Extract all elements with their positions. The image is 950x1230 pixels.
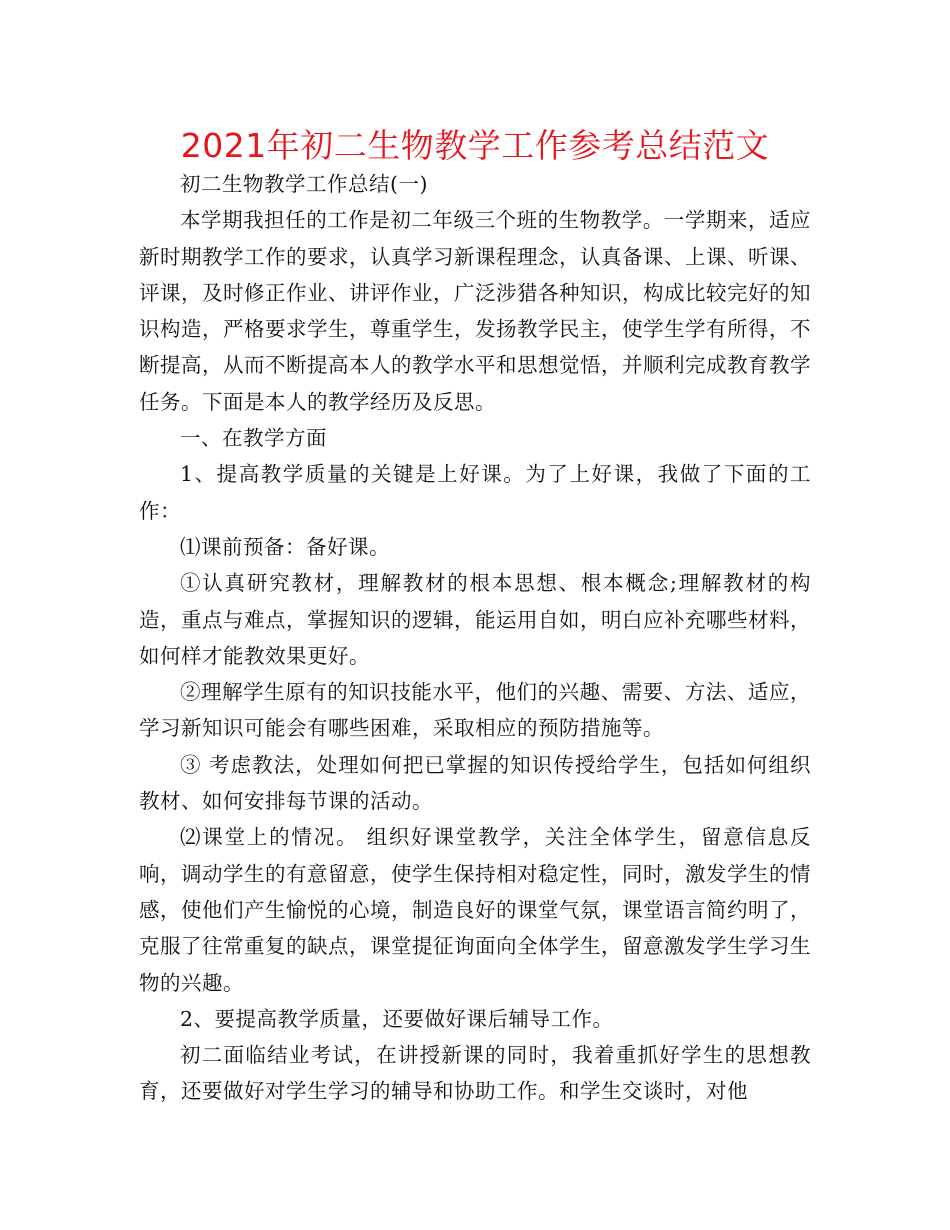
sub-heading: ⑴课前预备：备好课。 <box>180 534 390 559</box>
document-title: 2021年初二生物教学工作参考总结范文 <box>180 126 770 165</box>
paragraph: 初二面临结业考试，在讲授新课的同时，我着重抓好学生的思想教育，还要做好对学生学习的辅导和协助工作。和学生交谈时，对他 <box>139 1043 811 1104</box>
document-body <box>139 166 811 1110</box>
paragraph: 1、提高教学质量的关键是上好课。为了上好课，我做了下面的工作： <box>139 462 811 523</box>
paragraph: ①认真研究教材，理解教材的根本思想、根本概念;理解教材的构造，重点与难点，掌握知识的逻辑，能运用自如，明白应补充哪些材料，如何样才能教效果更好。 <box>139 571 811 668</box>
section-heading: 一、在教学方面 <box>180 426 327 451</box>
paragraph: ⑵课堂上的情况。 组织好课堂教学，关注全体学生，留意信息反响，调动学生的有意留意，使学生保持相对稳定性，同时，激发学生的情感，使他们产生愉悦的心境，制造良好的课堂气氛，课堂语言简约明了，克服了往常重复的缺点，课堂提征询面向全体学生，留意激发学生学习生物的兴趣。 <box>139 825 811 995</box>
paragraph: 2、要提高教学质量，还要做好课后辅导工作。 <box>180 1006 614 1031</box>
paragraph: 本学期我担任的工作是初二年级三个班的生物教学。一学期来，适应新时期教学工作的要求，认真学习新课程理念，认真备课、上课、听课、评课，及时修正作业、讲评作业，广泛涉猎各种知识，构成比较完好的知识构造，严格要求学生，尊重学生，发扬教学民主，使学生学有所得，不断提高，从而不断提高本人的教学水平和思想觉悟，并顺利完成教育教学任务。下面是本人的教学经历及反思。 <box>139 208 811 414</box>
paragraph: ③ 考虑教法，处理如何把已掌握的知识传授给学生，包括如何组织教材、如何安排每节课的活动。 <box>139 752 811 814</box>
section-heading: 初二生物教学工作总结(一) <box>180 172 428 196</box>
paragraph: ②理解学生原有的知识技能水平，他们的兴趣、需要、方法、适应，学习新知识可能会有哪些困难，采取相应的预防措施等。 <box>139 680 811 741</box>
